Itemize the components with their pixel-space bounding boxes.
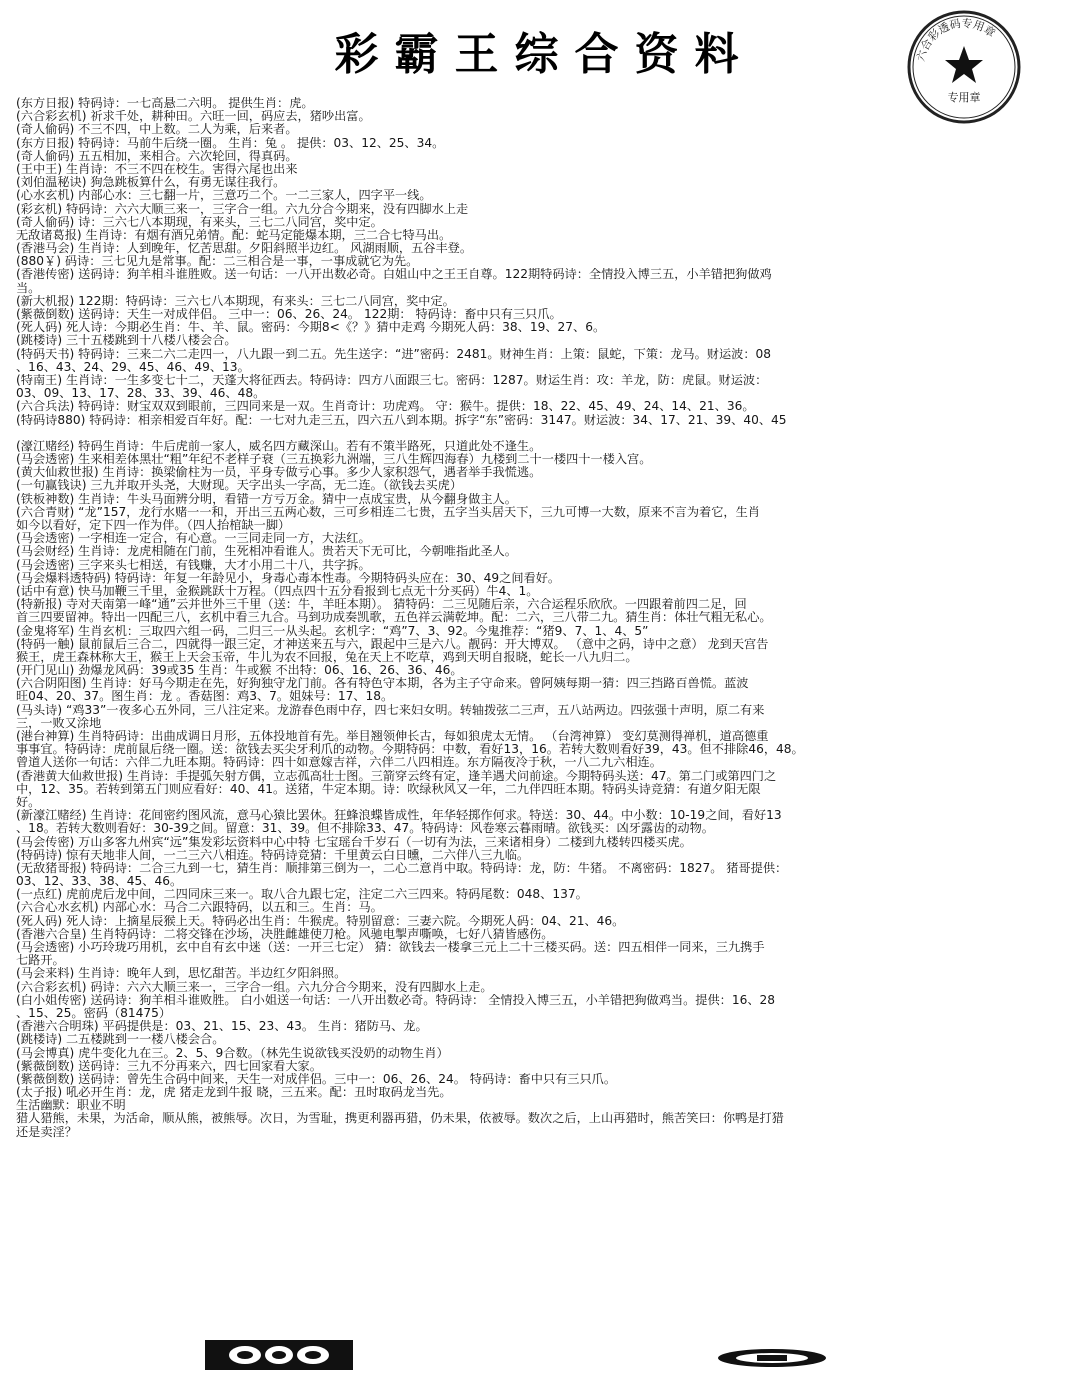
text-line: (马会来料) 生肖诗：晚年人到，思忆甜苦。半边红夕阳斜照。 bbox=[16, 967, 347, 981]
seal-ring-text: 六合彩透码专用章 bbox=[914, 16, 998, 63]
text-line: (六合阴阳图) 生肖诗：好马今期走在先，好狗独守龙门前。各有特色守本期，各为主子守命来。曾阿姨每期一猜：四三挡路百兽慌。蓝波 bbox=[16, 677, 749, 691]
text-line: (马会透密) 小巧玲珑巧用机，玄中自有玄中迷（送：一开三七定） 猜：欲钱去一楼拿三元上二十三楼买码。送：四五相伴一同来，三九携手 bbox=[16, 941, 765, 954]
text-line: (马会透密) 三字来头七相送，有钱赚，大才小用二十八，共字拆。 bbox=[16, 558, 371, 572]
text-line: 生活幽默：职业不明 bbox=[16, 1099, 126, 1113]
text-line: (六合彩玄机) 码诗：六六大顺三来一，三字合一组。六九分合今期来，没有四脚水上走。 bbox=[16, 980, 493, 994]
text-line: (香港传密) 送码诗：狗羊相斗谁胜败。送一句话：一八开出数必奇。白姐山中之王王自尊。122期特码诗：全情投入博三五，小羊错把狗做鸡 bbox=[16, 268, 772, 282]
text-line: 猴王，虎王森林称大王，猴王上天会玉帝，牛儿为农不回报，兔在天上不吃草，鸡到天明自报晓，蛇长一八九归二。 bbox=[16, 650, 638, 664]
text-line: (香港六合皇) 生肖特码诗：二将交锋在沙场，决胜雌雄使刀枪。风驰电掣声嘶唤，七好八猜皆感伤。 bbox=[16, 927, 554, 941]
text-line: (六合彩玄机) 祈求千处，耕种田。六旺一回，码应去，猪吵出富。 bbox=[16, 110, 371, 124]
text-line bbox=[16, 427, 1071, 440]
text-line: (紫薇倒数) 送码诗：天生一对成伴侣。 三中一：06、26、24。 122期： 特码诗：畜中只有三只爪。 bbox=[16, 308, 562, 321]
text-line: (东方日报) 特码诗：马前牛后绕一圈。 生肖：兔 。 提供：03、12、25、34。 bbox=[16, 136, 445, 150]
text-line: 首三四要留神。特出一四配三八，玄机中看三九合。马到功成奏凯歌，五色祥云满乾坤。配：二六，三八带二九。猜生肖：体壮气粗无私心。 bbox=[16, 611, 772, 625]
text-line: 曾道人送你一句话：六伴二九旺本期。特码诗：四十如意嫁吉祥，六伴二八四相连。东方隔夜冷于秋，一八二九六相连。 bbox=[16, 756, 662, 770]
text-line: (一句赢钱诀) 三九并取开头尧，大财现。天字出头一字高，无二连。（欲钱去买虎） bbox=[16, 479, 463, 493]
text-line: (特南王) 生肖诗：一生多变七十二，天蓬大将征西去。特码诗：四方八面跟三七。密码：1287。财运生肖：攻：羊龙，防：虎鼠。财运波： bbox=[16, 373, 768, 387]
text-line: (跳楼诗) 二五楼跳到一一楼八楼会合。 bbox=[16, 1033, 225, 1047]
text-line: (奇人偷码) 诗：三六七八本期现，有来头，三七二八同宫，奖中定。 bbox=[16, 215, 383, 229]
text-line: (特码天书) 特码诗：三来二六二走四一，八九跟一到二五。先生送字：“进”密码：2481。财神生肖：上策：鼠蛇，下策：龙马。财运波：08 bbox=[16, 347, 772, 361]
text-line: 、18。若转大数则看好：30-39之间。留意：31、39。但不排除33、47。特码诗：风卷寒云暮雨晴。欲钱买：凶牙露齿的动物。 bbox=[16, 822, 714, 836]
text-line: (港台神算) 生肖特码诗：出曲成调日月形，五体投地首有先。举目翘领伸长古，每如狼虎太无情。 （台湾神算） 变幻莫测得禅机，道高德重 bbox=[16, 730, 769, 743]
text-line: (东方日报) 特码诗：一七高悬二六明。 提供生肖：虎。 bbox=[16, 97, 314, 110]
text-line: (话中有意) 快马加鞭三千里，金猴跳跃十万程。（四点四十五分看报到七点无十分买码）牛4、1。 bbox=[16, 584, 539, 598]
text-line: (死人码) 死人诗：上摘星辰猴上天。特码必出生肖：牛猴虎。特别留意：三妻六院。今期死人码：04、21、46。 bbox=[16, 914, 625, 928]
text-line: (紫薇倒数) 送码诗：三九不分再来六，四七回家看大家。 bbox=[16, 1059, 322, 1073]
svg-text:六合彩透码专用章 bbox=[914, 16, 998, 63]
text-line: (新大机报) 122期：特码诗：三六七八本期现，有来头：三七二八同宫，奖中定。 bbox=[16, 294, 455, 308]
text-line: (香港马会) 生肖诗：人到晚年，忆苦思甜。夕阳斜照半边红。 风湖雨顺，五谷丰登。 bbox=[16, 242, 473, 256]
text-line: (新濠江赌经) 生肖诗：花间密约图风流，意马心猿比罢休。狂蜂浪蝶皆成性，年华轻掷作何求。特送：30、44。中小数：10-19之间，看好13 bbox=[16, 809, 782, 823]
text-line: (880￥) 码诗：三七见九是常事。配：二三相合是一事，一事成就它为先。 bbox=[16, 255, 419, 269]
text-line: (无敌猪哥报) 特码诗：二合三九到一七，猜生肖：顺排第三倒为一，二心二意肖中取。特码诗：龙，防：牛猪。 不离密码：1827。 猪哥提供： bbox=[16, 861, 788, 875]
text-line: (奇人偷码) 五五相加，来相合。六次轮回，得真码。 bbox=[16, 149, 298, 163]
text-line: (太子报) 吼必开生肖：龙，虎 猪走龙到牛报 晓，三五来。配：丑时取码龙当先。 bbox=[16, 1086, 452, 1100]
text-line: (刘伯温秘诀) 狗急跳板算什么，有勇无谋往我行。 bbox=[16, 176, 286, 190]
text-line: (香港黄大仙救世报) 生肖诗：手提弧矢射方偶，立志孤高壮士图。三箭穿云终有定，逢羊遇犬问前途。今期特码头送：47。第二门或第四门之 bbox=[16, 769, 777, 783]
text-line: (马会传密) 万山多客九州宾“远”集发彩坛资料中心中特 七宝瑶台千岁石（一切有为法，三来诸相身）二楼到九楼转四楼买虎。 bbox=[16, 835, 692, 849]
footer-ornament-left bbox=[205, 1340, 353, 1370]
text-line: (开门见山) 劲爆龙风码：39或35 生肖：牛或猴 不出特：06、16、26、36、46。 bbox=[16, 664, 463, 678]
text-line: 当。 bbox=[16, 281, 41, 295]
text-line: 、16、43、24、29、45、46、49、13。 bbox=[16, 360, 250, 374]
text-line: (特码诗) 惊有天地非人间，一二三六八相连。特码诗竞猜：千里黄云白日曛，二六伴八三九临。 bbox=[16, 848, 530, 862]
text-line: 旺04、20、37。图生肖：龙 。香菇图：鸡3、7。姐妹号：17、18。 bbox=[16, 690, 394, 704]
text-line: (马会财经) 生肖诗：龙虎相随在门前，生死相冲看谁人。贵若天下无可比，今朝唯指此圣人。 bbox=[16, 545, 517, 559]
text-line: (马会透密) 生来相差体黑壮“粗”年纪不老样子衰（三五换彩九洲端，三八生辉四海春）九楼到二十一楼四十一楼入宫。 bbox=[16, 453, 652, 467]
seal-label: 专用章 bbox=[947, 91, 981, 104]
text-line: (特码诗880) 特码诗：相亲相爱百年好。配：一七对九走三五，四六五八到本期。拆字“东”密码：3147。财运波：34、17、21、39、40、45 bbox=[16, 413, 787, 427]
star-icon bbox=[945, 46, 983, 83]
document-body bbox=[16, 97, 1071, 1139]
text-line: (王中王) 生肖诗：不三不四在校生。害得六尾也出来 bbox=[16, 162, 298, 176]
text-line: 好。 bbox=[16, 795, 41, 809]
text-line: (濠江赌经) 特码生肖诗：牛后虎前一家人，威名四方藏深山。若有不策半路死，只道此处不逢生。 bbox=[16, 439, 542, 453]
text-line: (六合青财) “龙”157，龙行水赌一一和，开出三五两心数，三可乡相连二七贵，五字当头居天下，三九可博一大数，原来不言为着它，生肖 bbox=[16, 505, 760, 519]
text-line: 如今以看好，定下四一作为伴。（四人抬棺缺一脚） bbox=[16, 519, 291, 532]
page-title: 彩霸王综合资料 bbox=[334, 29, 755, 80]
text-line: 、15、25。密码（81475） bbox=[16, 1006, 172, 1020]
text-line: (特新报) 寺对天南第一峰“通”云并世外三千里（送：牛，羊旺本期）。 猜特码：二三见随后亲，六合运程乐欣欣。一四跟着前四二足，回 bbox=[16, 598, 747, 612]
text-line: (跳楼诗) 三十五楼跳到十八楼八楼会合。 bbox=[16, 334, 237, 348]
text-line: 还是卖淫？ bbox=[16, 1125, 77, 1139]
text-line: 事事宜。特码诗：虎前鼠后绕一圈。送：欲钱去买尖牙利爪的动物。今期特码：中数，看好13，16。若转大数则看好39，43。但不排除46，48。 bbox=[16, 743, 804, 757]
text-line: 无敌诸葛报) 生肖诗：有烟有酒兄弟情。配：蛇马定能爆本期，三二合七特马出。 bbox=[16, 228, 452, 242]
text-line: (铁板神数) 生肖诗：牛头马面辨分明，看错一方亏万金。猜中一点成宝贵，从今翻身做主人。 bbox=[16, 492, 517, 506]
text-line: (香港六合明珠) 平码提供是：03、21、15、23、43。 生肖：猪防马、龙。 bbox=[16, 1020, 428, 1034]
text-line: 猎人猎熊，未果，为活命，顺从熊，被熊辱。次日，为雪耻，携更利器再猎，仍未果，依被辱。数次之后，上山再猎时，熊苦笑曰：你鸭是打猎 bbox=[16, 1112, 784, 1126]
text-line: 七路开。 bbox=[16, 954, 65, 968]
text-line: (马会透密) 一字相连一定合，有心意。一三同走同一方，大法红。 bbox=[16, 532, 371, 546]
text-line: (六合兵法) 特码诗：财宝双双到眼前，三四同来是一双。生肖奇计：功虎鸡。 守：猴牛。提供：18、22、45、49、24、14、21、36。 bbox=[16, 400, 755, 414]
text-line: (六合心水玄机) 内部心水：马合二六跟特码，以五和三。生肖：马。 bbox=[16, 901, 383, 915]
text-line: (一点红) 虎前虎后龙中间，二四同床三来一。取八合九跟七定，注定二六三四来。特码尾数：048、137。 bbox=[16, 888, 588, 902]
text-line: 中，12、35。若转到第五门则应看好：40、41。送猪，牛定本期。诗：吹绿秋风又一年，二九伴四旺本期。特码头诗竞猜：有道夕阳无限 bbox=[16, 782, 761, 796]
text-line: (白小姐传密) 送码诗：狗羊相斗谁败胜。 白小姐送一句话：一八开出数必奇。特码诗： 全情投入博三五，小羊错把狗做鸡当。提供：16、28 bbox=[16, 993, 776, 1007]
text-line: (黄大仙救世报) 生肖诗：换梁偷柱为一员，平身专做亏心事。多少人家积怨气，遇者举手我慌逃。 bbox=[16, 466, 542, 480]
text-line: 03、12、33、38、45、46。 bbox=[16, 875, 183, 889]
text-line: (奇人偷码) 不三不四，中上数。二人为乘，后来者。 bbox=[16, 123, 298, 137]
text-line: (死人码) 死人诗：今期必生肖：牛、羊、鼠。密码：今期8<《？》猜中走鸡 今期死人码：38、19、27、6。 bbox=[16, 321, 606, 335]
text-line: (金鬼将军) 生肖玄机：三取四六组一码，二归三一从头起。玄机字：“鸡”7、3、92。今鬼推荐：“猪9、7、1、4、5” bbox=[16, 624, 649, 638]
text-line: (马头诗) “鸡33”一夜多心五外同，三八注定来。龙游春色雨中存，四七来妇女明。转轴拨弦二三声，五八站两边。四弦强十声明，原二有来 bbox=[16, 703, 765, 717]
text-line: (马会爆料透特码) 特码诗：年复一年龄见小，身毒心毒本性毒。今期特码头应在：30、49之间看好。 bbox=[16, 571, 561, 585]
text-line: 三，一败又涂地 bbox=[16, 716, 102, 730]
text-line: 03、09、13、17、28、33、39、46、48。 bbox=[16, 387, 266, 401]
footer-ornament-right bbox=[717, 1348, 827, 1368]
text-line: (马会博真) 虎牛变化九在三。2、5、9合数。（林先生说欲钱买没奶的动物生肖） bbox=[16, 1046, 449, 1060]
text-line: (彩玄机) 特码诗：六六大顺三来一，三字合一组。六九分合今期来，没有四脚水上走 bbox=[16, 202, 469, 216]
text-line: (心水玄机) 内部心水：三七翻一片，三意巧二个。一二三家人，四字平一线。 bbox=[16, 189, 432, 203]
text-line: (紫薇倒数) 送码诗：曾先生合码中间来，天生一对成伴侣。三中一：06、26、24。 特码诗：畜中只有三只爪。 bbox=[16, 1072, 617, 1086]
text-line: (特码一触) 鼠前鼠后三合二，四就得一跟三定，才神送来五与六，跟起中三是六八。靓码：开大博双。 （意中之码，诗中之意） 龙到天宫告 bbox=[16, 637, 769, 651]
